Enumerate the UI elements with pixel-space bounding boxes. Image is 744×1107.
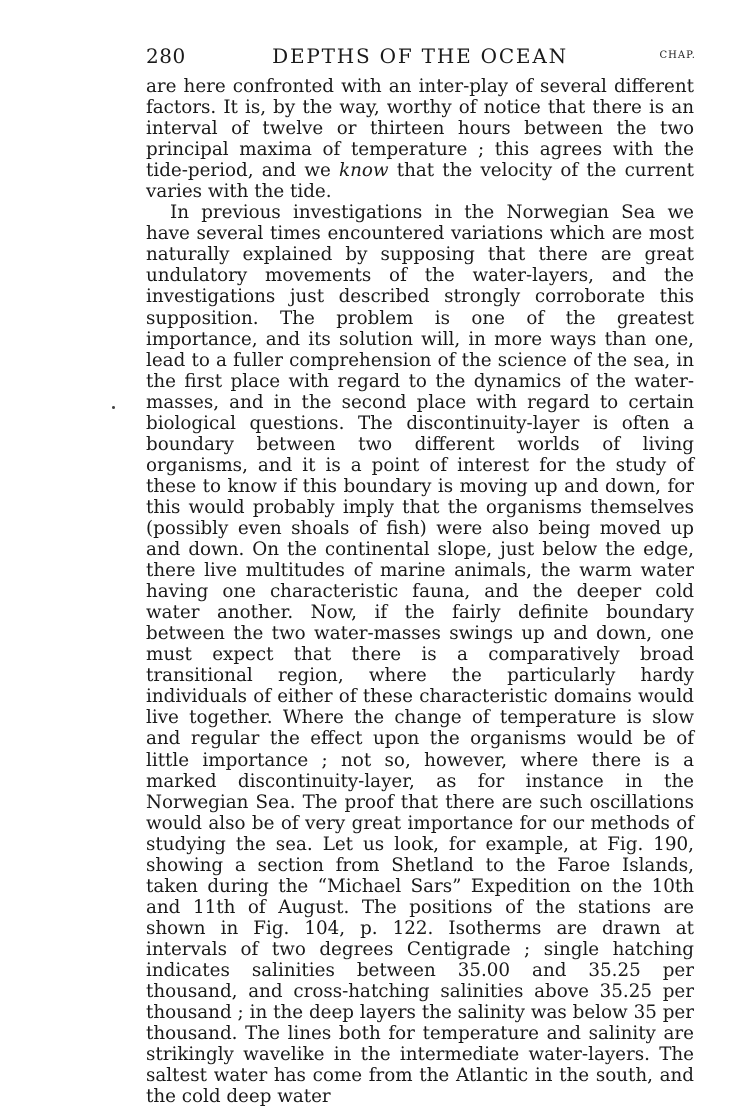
running-header xyxy=(146,44,694,74)
chapter-mark: CHAP. xyxy=(659,50,696,61)
paragraph-1-text-after: that the velocity of the current varies with the tide. xyxy=(146,160,694,203)
body-text xyxy=(146,76,694,1107)
margin-speck xyxy=(112,406,115,409)
running-title: DEPTHS OF THE OCEAN xyxy=(272,44,568,68)
page-number: 280 xyxy=(146,44,186,68)
paragraph-continued xyxy=(146,76,694,202)
paragraph-1-text-before: are here confronted with an inter-play of several different factors. It is, by the way, worthy of notice that there is an interval of twelve or thirteen hours between the two principal maxima of temperature ; this agrees with the tide-period, and we xyxy=(146,76,694,182)
paragraph-2: In previous investigations in the Norwegian Sea we have several times encountered variations which are most naturally explained by supposing that there are great undulatory movements of the water-layers, and the investigations just described strongly corroborate this supposition. The problem is one of the greatest importance, and its solution will, in more ways than one, lead to a fuller comprehension of the science of the sea, in the first place with regard to the dynamics of the water-masses, and in the second place with regard to certain biological questions. The discontinuity-layer is often a boundary between two different worlds of living organisms, and it is a point of interest for the study of these to know if this boundary is moving up and down, for this would probably imply that the organisms themselves (possibly even shoals of fish) were also being moved up and down. On the continental slope, just below the edge, there live multitudes of marine animals, the warm water having one characteristic fauna, and the deeper cold water another. Now, if the fairly definite boundary between the two water-masses swings up and down, one must expect that there is a comparatively broad transitional region, where the particularly hardy individuals of either of these characteristic domains would live together. Where the change of temperature is slow and regular the effect upon the organisms would be of little importance ; not so, however, where there is a marked discontinuity-layer, as for instance in the Norwegian Sea. The proof that there are such oscillations would also be of very great importance for our methods of studying the sea. Let us look, for example, at Fig. 190, showing a section from Shetland to the Faroe Islands, taken during the “Michael Sars” Expedition on the 10th and 11th of August. The positions of the stations are shown in Fig. 104, p. 122. Isotherms are drawn at intervals of two degrees Centigrade ; single hatching indicates salinities between 35.00 and 35.25 per thousand, and cross-hatching salinities above 35.25 per thousand ; in the deep layers the salinity was below 35 per thousand. The lines both for temperature and salinity are strikingly wavelike in the intermediate water-layers. The saltest water has come from the Atlantic in the south, and the cold deep water xyxy=(146,202,694,1107)
italic-emphasis: know xyxy=(339,160,389,182)
